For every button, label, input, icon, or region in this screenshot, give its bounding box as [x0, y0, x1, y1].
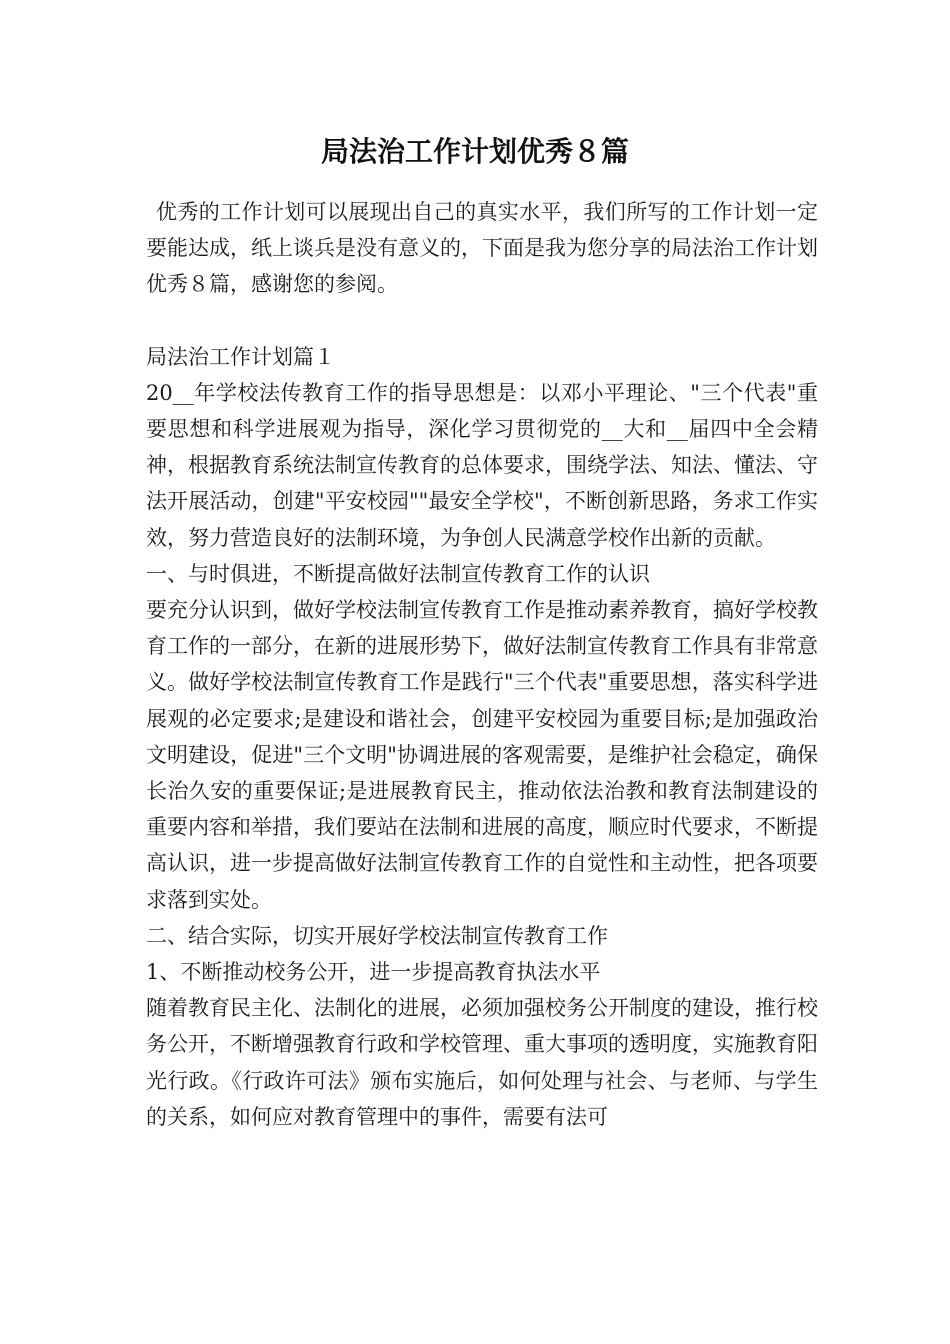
- document-body: [146, 194, 818, 1135]
- document-title: 局法治工作计划优秀８篇: [320, 135, 629, 168]
- subheading-3: 1、不断推动校务公开，进一步提高教育执法水平: [146, 960, 601, 985]
- body-paragraph-1: 20__年学校法传教育工作的指导思想是：以邓小平理论、"三个代表"重要思想和科学进展观为指导，深化学习贯彻党的__大和__届四中全会精神，根据教育系统法制宣传教育的总体要求，围绕学法、知法、懂法、守法开展活动，创建"平安校园""最安全学校"，不断创新思路，务求工作实效，努力营造良好的法制环境，为争创人民满意学校作出新的贡献。: [146, 380, 818, 550]
- subheading-2: 二、结合实际，切实开展好学校法制宣传教育工作: [146, 923, 608, 948]
- body-paragraph-2: 要充分认识到，做好学校法制宣传教育工作是推动素养教育，搞好学校教育工作的一部分，在新的进展形势下，做好法制宣传教育工作具有非常意义。做好学校法制宣传教育工作是践行"三个代表"重要思想，落实科学进展观的必定要求;是建设和谐社会，创建平安校园为重要目标;是加强政治文明建设，促进"三个文明"协调进展的客观需要，是维护社会稳定，确保长治久安的重要保证;是进展教育民主，推动依法治教和教育法制建设的重要内容和举措，我们要站在法制和进展的高度，顺应时代要求，不断提高认识，进一步提高做好法制宣传教育工作的自觉性和主动性，把各项要求落到实处。: [146, 598, 818, 912]
- paragraph-spacer: [146, 303, 818, 339]
- body-paragraph-3: 随着教育民主化、法制化的进展，必须加强校务公开制度的建设，推行校务公开，不断增强教育行政和学校管理、重大事项的透明度，实施教育阳光行政。《行政许可法》颁布实施后，如何处理与社会、与老师、与学生的关系，如何应对教育管理中的事件，需要有法可: [146, 996, 818, 1129]
- subheading-1: 一、与时俱进，不断提高做好法制宣传教育工作的认识: [146, 561, 650, 586]
- intro-paragraph: 优秀的工作计划可以展现出自己的真实水平，我们所写的工作计划一定要能达成，纸上谈兵是没有意义的，下面是我为您分享的局法治工作计划优秀８篇，感谢您的参阅。: [146, 200, 818, 297]
- section-title: 局法治工作计划篇１: [146, 344, 335, 369]
